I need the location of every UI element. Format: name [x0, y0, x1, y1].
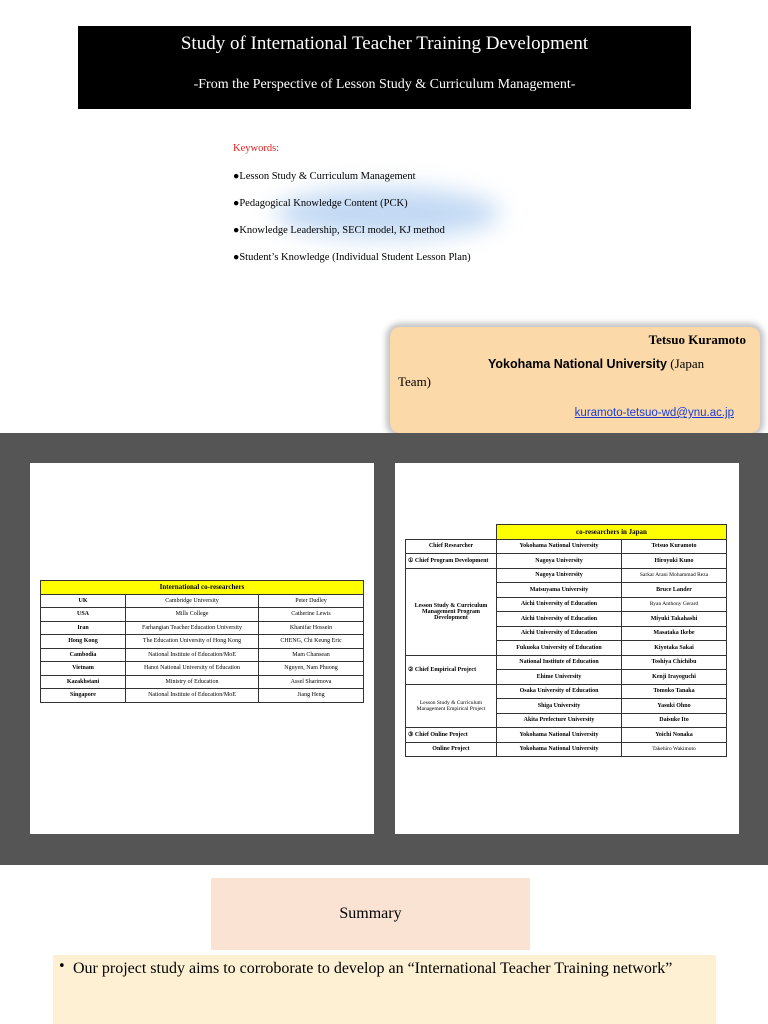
table-row [406, 568, 727, 583]
researcher-cell: Tomoko Tanaka [622, 684, 727, 699]
institution-cell: Matsuyama University [497, 583, 622, 598]
institution-cell: Shiga University [497, 699, 622, 714]
table-row [406, 728, 727, 743]
role-cell: Lesson Study & Curriculum Management Program Development [406, 568, 497, 655]
international-table-title: International co-researchers [41, 581, 364, 595]
international-table [40, 580, 364, 703]
keywords-section [233, 143, 471, 279]
country-cell: USA [41, 608, 126, 622]
institution-cell: Aichi University of Education [497, 597, 622, 612]
bullet-icon: • [58, 959, 66, 974]
table-row [406, 742, 727, 757]
institution-cell: Hanoi National University of Education [126, 662, 259, 676]
institution-cell: National Institute of Education [497, 655, 622, 670]
table-row [41, 648, 364, 662]
researcher-cell: Catherine Lewis [259, 608, 364, 622]
researcher-cell: Tetsuo Kuramoto [622, 539, 727, 554]
table-row [406, 539, 727, 554]
country-cell: Iran [41, 621, 126, 635]
researcher-cell: Miyuki Takahashi [622, 612, 727, 627]
researcher-cell: Yoichi Nonaka [622, 728, 727, 743]
institution-cell: Nagoya University [497, 554, 622, 569]
researcher-cell: Peter Dudley [259, 594, 364, 608]
institution-cell: Cambridge University [126, 594, 259, 608]
role-cell: ② Chief Empirical Project [406, 655, 497, 684]
researcher-cell: Mam Chansean [259, 648, 364, 662]
institution-cell: Aichi University of Education [497, 626, 622, 641]
keyword-item: ●Lesson Study & Curriculum Management [233, 171, 416, 182]
institution-cell: Ehime University [497, 670, 622, 685]
author-name: Tetsuo Kuramoto [648, 332, 746, 347]
table-row [41, 662, 364, 676]
keyword-item: ●Pedagogical Knowledge Content (PCK) [233, 198, 408, 209]
table-row [41, 675, 364, 689]
researcher-cell: Ryan Anthony Gerard [622, 597, 727, 612]
researcher-cell: Nguyen, Nam Phuong [259, 662, 364, 676]
title-box [78, 26, 691, 109]
table-row [406, 655, 727, 670]
institution-cell: Ministry of Education [126, 675, 259, 689]
researcher-cell: Toshiya Chichibu [622, 655, 727, 670]
researcher-cell: Assel Sharimova [259, 675, 364, 689]
japan-table-title: co-researchers in Japan [497, 525, 727, 540]
author-university: Yokohama National University [488, 357, 667, 371]
page-title: Study of International Teacher Training Development [180, 33, 589, 54]
country-cell: Singapore [41, 689, 126, 703]
keyword-item: ●Knowledge Leadership, SECI model, KJ method [233, 225, 445, 236]
researcher-cell: Hiroyuki Kuno [622, 554, 727, 569]
institution-cell: Yokohama National University [497, 742, 622, 757]
researcher-cell: Kiyotaka Sakai [622, 641, 727, 656]
japan-table [405, 524, 727, 757]
summary-heading: Summary [211, 878, 530, 950]
researcher-cell: Bruce Lander [622, 583, 727, 598]
institution-cell: Aichi University of Education [497, 612, 622, 627]
researcher-cell: Khanifar Hossein [259, 621, 364, 635]
institution-cell: Osaka University of Education [497, 684, 622, 699]
institution-cell: Yokohama National University [497, 539, 622, 554]
institution-cell: National Institute of Education/MoE [126, 689, 259, 703]
keyword-item: ●Student’s Knowledge (Individual Student Lesson Plan) [233, 252, 471, 263]
keywords-heading: Keywords: [233, 143, 280, 154]
role-cell: Lesson Study & Curriculum Management Empirical Project [406, 684, 497, 728]
author-team-close: Team) [398, 374, 432, 389]
researcher-cell: Sarkar Arani Mohammad Reza [622, 568, 727, 583]
researcher-cell: CHENG, Chi Keung Eric [259, 635, 364, 649]
author-team-open: (Japan [667, 356, 705, 371]
table-row [406, 684, 727, 699]
institution-cell: Mills College [126, 608, 259, 622]
table-row [41, 635, 364, 649]
international-panel [30, 463, 374, 834]
summary-bullet-text: Our project study aims to corroborate to develop an “International Teacher Training network” [73, 960, 673, 977]
country-cell: Kazakhstani [41, 675, 126, 689]
page-subtitle: -From the Perspective of Lesson Study & Curriculum Management- [193, 77, 576, 92]
role-cell: Online Project [406, 742, 497, 757]
table-row [41, 608, 364, 622]
institution-cell: Farhangian Teacher Education University [126, 621, 259, 635]
author-affiliation [488, 356, 704, 372]
institution-cell: The Education University of Hong Kong [126, 635, 259, 649]
country-cell: Hong Kong [41, 635, 126, 649]
country-cell: UK [41, 594, 126, 608]
researcher-cell: Daisuke Ito [622, 713, 727, 728]
summary-bullet-box [53, 955, 716, 1024]
institution-cell: Akita Prefecture University [497, 713, 622, 728]
table-row [406, 554, 727, 569]
researcher-cell: Yasuki Ohno [622, 699, 727, 714]
role-cell: ① Chief Program Development [406, 554, 497, 569]
researcher-cell: Jiang Heng [259, 689, 364, 703]
institution-cell: Fukuoka University of Education [497, 641, 622, 656]
institution-cell: Nagoya University [497, 568, 622, 583]
table-row [41, 689, 364, 703]
researcher-cell: Kenji Irayoguchi [622, 670, 727, 685]
institution-cell: Yokohama National University [497, 728, 622, 743]
author-box [390, 327, 760, 433]
author-email-link[interactable]: kuramoto-tetsuo-wd@ynu.ac.jp [574, 407, 734, 419]
institution-cell: National Institute of Education/MoE [126, 648, 259, 662]
country-cell: Cambodia [41, 648, 126, 662]
table-row [41, 621, 364, 635]
role-cell: Chief Researcher [406, 539, 497, 554]
table-row [41, 594, 364, 608]
role-cell: ③ Chief Online Project [406, 728, 497, 743]
researcher-cell: Masataka Ikebe [622, 626, 727, 641]
country-cell: Vietnam [41, 662, 126, 676]
researcher-cell: Takehiro Wakimoto [622, 742, 727, 757]
japan-panel [395, 463, 739, 834]
